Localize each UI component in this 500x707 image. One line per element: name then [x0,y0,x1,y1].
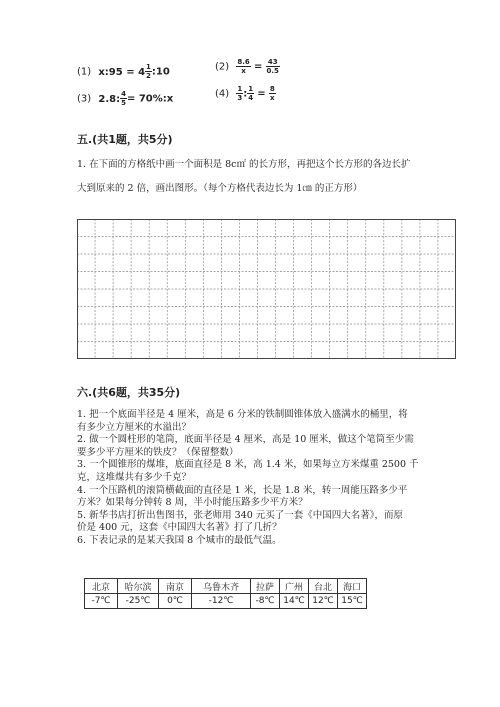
equation-1: (1) x:95 = 4 $\frac{1}{2}$ :10 [77,63,170,80]
equation-3: (3) 2.8: $\frac{4}{5}$ = 70%:x [77,90,174,107]
temp-cell: -8℃ [251,594,280,609]
section-5-question [77,158,437,196]
temperature-table [84,578,367,609]
city-cell: 海口 [338,579,367,594]
city-cell: 台北 [309,579,338,594]
city-cell: 哈尔滨 [118,579,159,594]
question-line: 要多少平方厘米的铁皮？（保留整数） [77,446,239,458]
temp-cell: 12℃ [309,594,338,609]
section-6-title: 六.(共6题，共35分) [77,386,181,399]
city-cell: 南京 [159,579,192,594]
equation-2: (2) $\frac{8.6}{x}$ = $\frac{43}{0.5}$ [215,58,279,75]
question-line: 大到原来的 2 倍，画出图形。（每个方格代表边长为 1㎝ 的正方形） [77,183,363,194]
question-line: 1. 在下面的方格纸中画一个面积是 8c㎡ 的长方形，再把这个长方形的各边长扩 [77,159,411,170]
city-cell: 乌鲁木齐 [192,579,251,594]
city-cell: 拉萨 [251,579,280,594]
city-row [85,579,367,594]
question-line: 2. 做一个圆柱形的笔筒，底面半径是 4 厘米，高是 10 厘米，做这个笔筒至少需 [77,434,414,446]
question-line: 3. 一个圆锥形的煤堆，底面直径是 8 米，高 1.4 米，如果每立方米煤重 2500 千 [77,459,419,471]
temp-cell: 14℃ [280,594,309,609]
temp-cell: -7℃ [85,594,118,609]
question-line: 有多少立方厘米的水溢出？ [77,421,192,433]
question-line: 1. 把一个底面半径是 4 厘米，高是 6 分米的铁制圆锥体放入盛满水的桶里，将 [77,409,408,420]
question-line: 6. 下表记录的是某天我国 8 个城市的最低气温。 [77,534,282,546]
grid-paper[interactable] [77,219,456,359]
section-6-questions [77,409,437,548]
temp-cell: -25℃ [118,594,159,609]
temp-row [85,594,367,609]
question-line: 价是 400 元，这套《中国四大名著》打了几折？ [77,522,282,534]
city-cell: 北京 [85,579,118,594]
question-line: 5. 新华书店打折出售图书，张老师用 340 元买了一套《中国四大名著》，而原 [77,509,404,521]
question-line: 克，这堆煤共有多少千克？ [77,471,192,483]
temp-cell: -12℃ [192,594,251,609]
question-line: 4. 一个压路机的滚筒横截面的直径是 1 米，长是 1.8 米，转一周能压路多少平 [77,484,408,496]
city-cell: 广州 [280,579,309,594]
question-line: 方米？如果每分钟转 8 周，半小时能压路多少平方米？ [77,497,308,509]
temp-cell: 15℃ [338,594,367,609]
temp-cell: 0℃ [159,594,192,609]
section-5-title: 五.(共1题，共5分) [77,133,173,146]
equation-4: (4) $\frac{1}{3}$ : $\frac{1}{4}$ = $\frac{8}{x}$ [215,85,275,102]
